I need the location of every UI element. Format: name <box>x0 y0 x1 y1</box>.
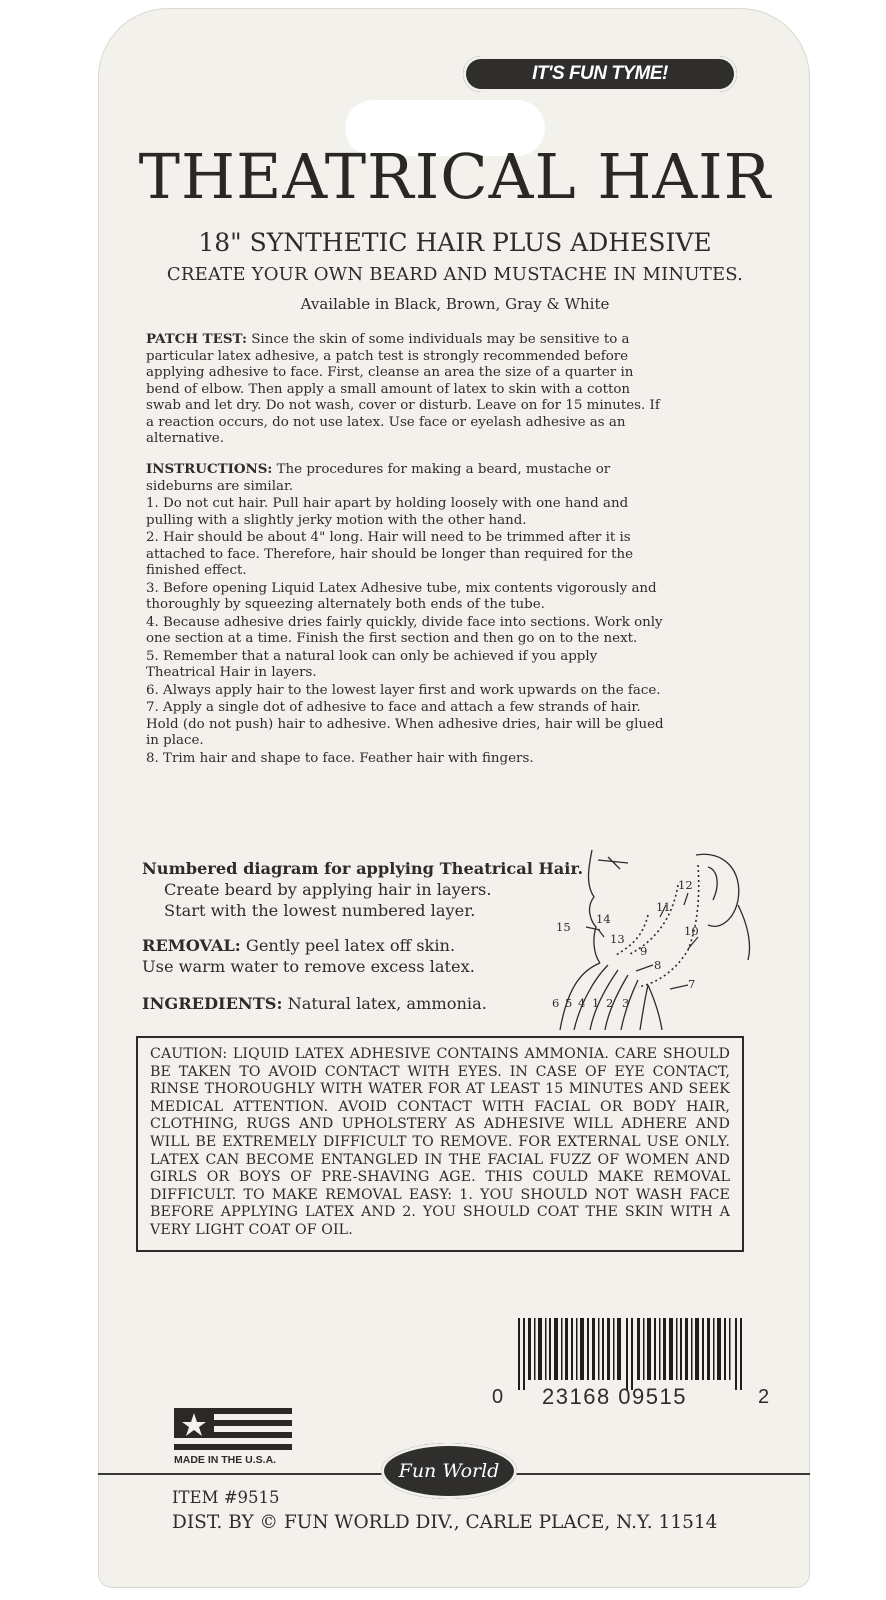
layer-label: 10 <box>684 924 699 938</box>
layer-label: 12 <box>678 878 693 892</box>
instruction-step: 7. Apply a single dot of adhesive to face and attach a few strands of hair. Hold (do not push) hair to adhesive. When adhesive dries, hair will be glued in place. <box>146 700 664 748</box>
instruction-step: 8. Trim hair and shape to face. Feather hair with fingers. <box>146 750 534 766</box>
color-availability: Available in Black, Brown, Gray & White <box>300 295 610 313</box>
ingredients-text: Natural latex, ammonia. <box>287 994 487 1013</box>
layer-label: 6 <box>552 996 560 1010</box>
distributor-line: DIST. BY © FUN WORLD DIV., CARLE PLACE, N.Y. 11514 <box>172 1512 718 1533</box>
product-tagline: CREATE YOUR OWN BEARD AND MUSTACHE IN MINUTES. <box>166 264 744 285</box>
ingredients-section <box>142 993 582 1014</box>
removal-label: REMOVAL: <box>142 936 241 955</box>
instructions-label: INSTRUCTIONS: <box>146 461 273 477</box>
instruction-step: 3. Before opening Liquid Latex Adhesive tube, mix contents vigorously and thoroughly by squeezing alternately both ends of the tube. <box>146 580 657 612</box>
patch-test-section <box>146 331 666 448</box>
layer-label: 8 <box>654 958 662 972</box>
instruction-step: 5. Remember that a natural look can only be achieved if you apply Theatrical Hair in layers. <box>146 648 598 680</box>
removal-section <box>142 935 582 977</box>
instructions-section <box>146 461 666 768</box>
diagram-caption <box>142 858 592 921</box>
layer-label: 1 <box>592 996 600 1010</box>
instruction-step: 6. Always apply hair to the lowest layer first and work upwards on the face. <box>146 682 661 698</box>
barcode-number: 23168 09515 <box>542 1384 687 1409</box>
diagram-line: Create beard by applying hair in layers. <box>164 880 492 899</box>
instruction-step: 1. Do not cut hair. Pull hair apart by holding loosely with one hand and pulling with a slightly jerky motion with the other hand. <box>146 496 629 528</box>
layer-arrows <box>586 893 698 989</box>
brand-badge: IT'S FUN TYME! <box>463 56 737 92</box>
layer-label: 5 <box>565 996 573 1010</box>
fun-world-logo: Fun World <box>381 1443 517 1499</box>
caution-box: CAUTION: LIQUID LATEX ADHESIVE CONTAINS AMMONIA. CARE SHOULD BE TAKEN TO AVOID CONTACT WITH EYES. IN CASE OF EYE CONTACT, RINSE THOROUGHLY WITH WATER FOR AT LEAST 15 MINUTES AND SEEK MEDICAL ATTENTION. AVOID CONTACT WITH FACIAL OR BODY HAIR, CLOTHING, RUGS AND UPHOLSTERY AS ADHESIVE WILL ADHERE AND WILL BE EXTREMELY DIFFICULT TO REMOVE. FOR EXTERNAL USE ONLY. LATEX CAN BECOME ENTANGLED IN THE FACIAL FUZZ OF WOMEN AND GIRLS OR BOYS OF PRE-SHAVING AGE. THIS COULD MAKE REMOVAL DIFFICULT. TO MAKE REMOVAL EASY: 1. YOU SHOULD NOT WASH FACE BEFORE APPLYING LATEX AND 2. YOU SHOULD COAT THE SKIN WITH A VERY LIGHT COAT OF OIL. <box>136 1036 744 1252</box>
beard-layer-diagram <box>548 845 754 1030</box>
diagram-line: Start with the lowest numbered layer. <box>164 901 476 920</box>
barcode <box>518 1318 744 1390</box>
layer-label: 4 <box>578 996 586 1010</box>
patch-test-text: Since the skin of some individuals may be sensitive to a particular latex adhesive, a patch test is strongly recommended before applying adhesive to face. First, cleanse an area the size of a quarter in bend of elbow. Then apply a small amount of latex to skin with a cotton swab and let dry. Do not wash, cover or disturb. Leave on for 15 minutes. If a reaction occurs, do not use latex. Use face or eyelash adhesive as an alternative. <box>146 332 660 446</box>
layer-label: 3 <box>622 996 630 1010</box>
product-title: THEATRICAL HAIR <box>138 140 772 213</box>
ingredients-label: INGREDIENTS: <box>142 994 283 1013</box>
item-number: ITEM #9515 <box>172 1488 280 1507</box>
barcode-number-left: 0 <box>492 1386 504 1408</box>
barcode-number-right: 2 <box>758 1386 770 1408</box>
layer-label: 11 <box>656 900 671 914</box>
instructions-intro <box>146 461 666 495</box>
layer-label: 14 <box>596 912 611 926</box>
barcode-bars <box>518 1318 742 1390</box>
instruction-step: 2. Hair should be about 4" long. Hair will need to be trimmed after it is attached to face. Therefore, hair should be longer than required for the finished effect. <box>146 530 633 578</box>
layer-label: 13 <box>610 932 625 946</box>
instructions-intro-text: The procedures for making a beard, mustache or sideburns are similar. <box>146 462 611 494</box>
removal-text: Gently peel latex off skin. <box>245 936 456 955</box>
patch-test-label: PATCH TEST: <box>146 331 247 347</box>
instruction-step: 4. Because adhesive dries fairly quickly, divide face into sections. Work only one section at a time. Finish the first section and then go on to the next. <box>146 614 663 646</box>
product-subtitle: 18" SYNTHETIC HAIR PLUS ADHESIVE <box>198 228 712 257</box>
face-outline <box>560 850 750 1030</box>
layer-label: 9 <box>640 944 648 958</box>
made-in-usa-label: MADE IN THE U.S.A. <box>174 1454 277 1466</box>
layer-label: 2 <box>606 996 614 1010</box>
layer-label: 15 <box>556 920 571 934</box>
removal-text: Use warm water to remove excess latex. <box>142 957 475 976</box>
diagram-heading: Numbered diagram for applying Theatrical Hair. <box>142 859 584 878</box>
usa-flag-icon <box>174 1408 292 1454</box>
layer-label: 7 <box>688 977 696 991</box>
